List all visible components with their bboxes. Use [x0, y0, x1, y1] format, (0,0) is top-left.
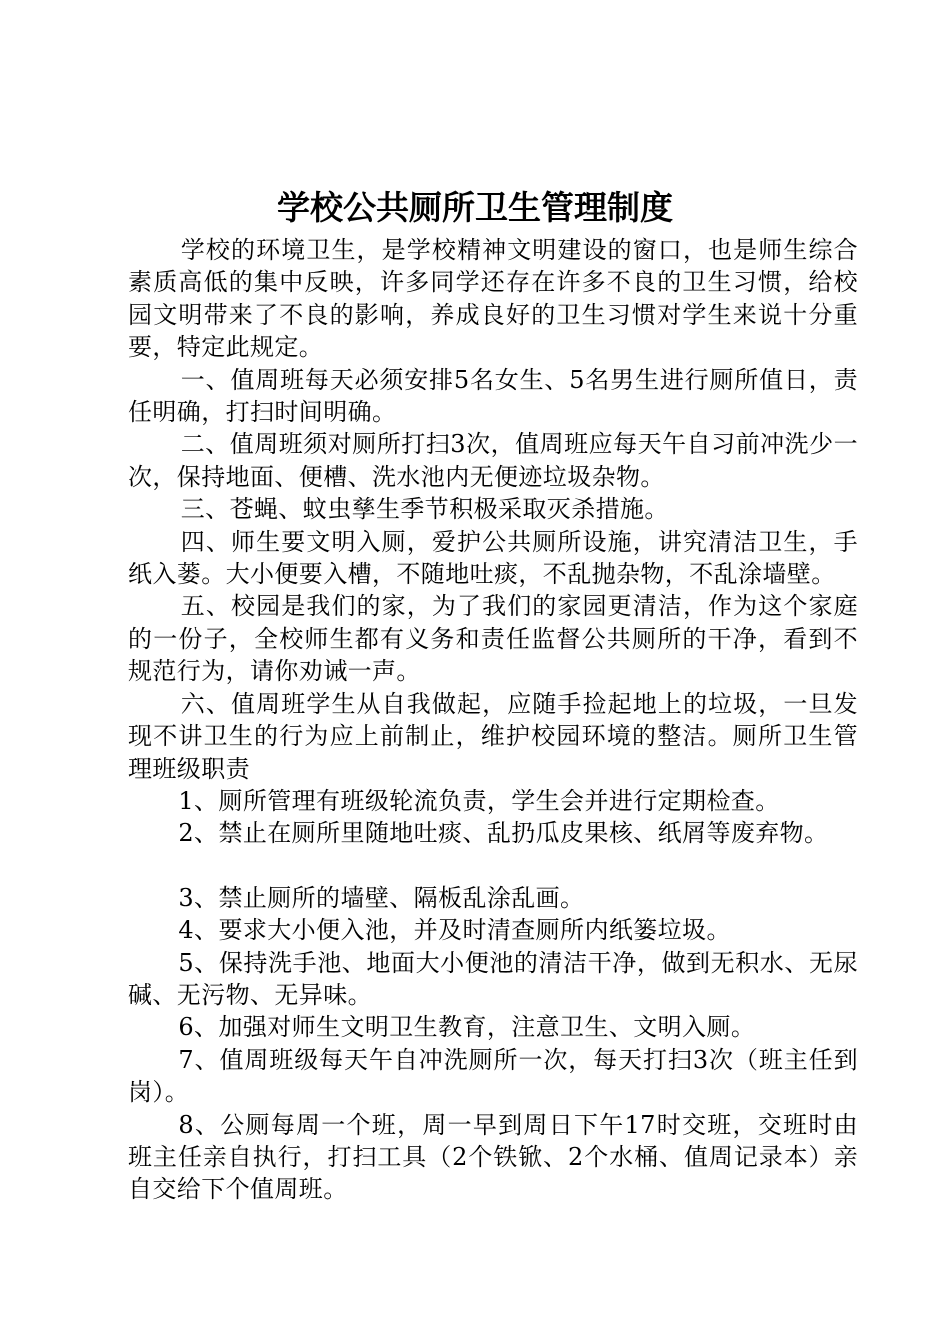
document-title: 学校公共厕所卫生管理制度 [277, 188, 673, 227]
duty-2-item: 2、禁止在厕所里随地吐痰、乱扔瓜皮果核、纸屑等废弃物。 [178, 819, 829, 848]
rule-1-paragraph: 一、值周班每天必须安排5名女生、5名男生进行厕所值日，责任明确，打扫时间明确。 [128, 365, 858, 427]
duty-6-item: 6、加强对师生文明卫生教育，注意卫生、文明入厕。 [178, 1013, 756, 1042]
blank-line [128, 850, 858, 882]
intro-paragraph: 学校的环境卫生，是学校精神文明建设的窗口，也是师生综合素质高低的集中反映，许多同学还存在许多不良的卫生习惯，给校园文明带来了不良的影响，养成良好的卫生习惯对学生来说十分重要，特定此规定。 [128, 236, 858, 362]
rule-3-paragraph: 三、苍蝇、蚊虫孳生季节积极采取灭杀措施。 [180, 495, 669, 524]
duty-5-item: 5、保持洗手池、地面大小便池的清洁干净，做到无积水、无尿碱、无污物、无异味。 [128, 948, 858, 1009]
rule-2-paragraph: 二、值周班须对厕所打扫3次，值周班应每天午自习前冲洗少一次，保持地面、便槽、洗水池内无便迹垃圾杂物。 [128, 430, 858, 491]
rule-6-paragraph: 六、值周班学生从自我做起，应随手捡起地上的垃圾，一旦发现不讲卫生的行为应上前制止，维护校园环境的整洁。厕所卫生管理班级职责 [128, 689, 858, 783]
duty-7-item: 7、值周班级每天午自冲洗厕所一次，每天打扫3次（班主任到岗）。 [128, 1045, 858, 1107]
rule-5-paragraph: 五、校园是我们的家，为了我们的家园更清洁，作为这个家庭的一份子，全校师生都有义务和责任监督公共厕所的干净，看到不规范行为，请你劝诫一声。 [128, 592, 858, 686]
rule-4-paragraph: 四、师生要文明入厕，爱护公共厕所设施，讲究清洁卫生，手纸入蒌。大小便要入槽，不随地吐痰，不乱抛杂物，不乱涂墙壁。 [128, 527, 858, 589]
duty-8-item: 8、公厕每周一个班，周一早到周日下午17时交班，交班时由班主任亲自执行，打扫工具（2个铁锨、2个水桶、值周记录本）亲自交给下个值周班。 [128, 1110, 858, 1204]
document-body [128, 234, 858, 1206]
duty-1-item: 1、厕所管理有班级轮流负责，学生会并进行定期检查。 [178, 786, 780, 815]
duty-3-item: 3、禁止厕所的墙壁、隔板乱涂乱画。 [178, 883, 585, 912]
duty-4-item: 4、要求大小便入池，并及时清查厕所内纸篓垃圾。 [178, 916, 731, 945]
